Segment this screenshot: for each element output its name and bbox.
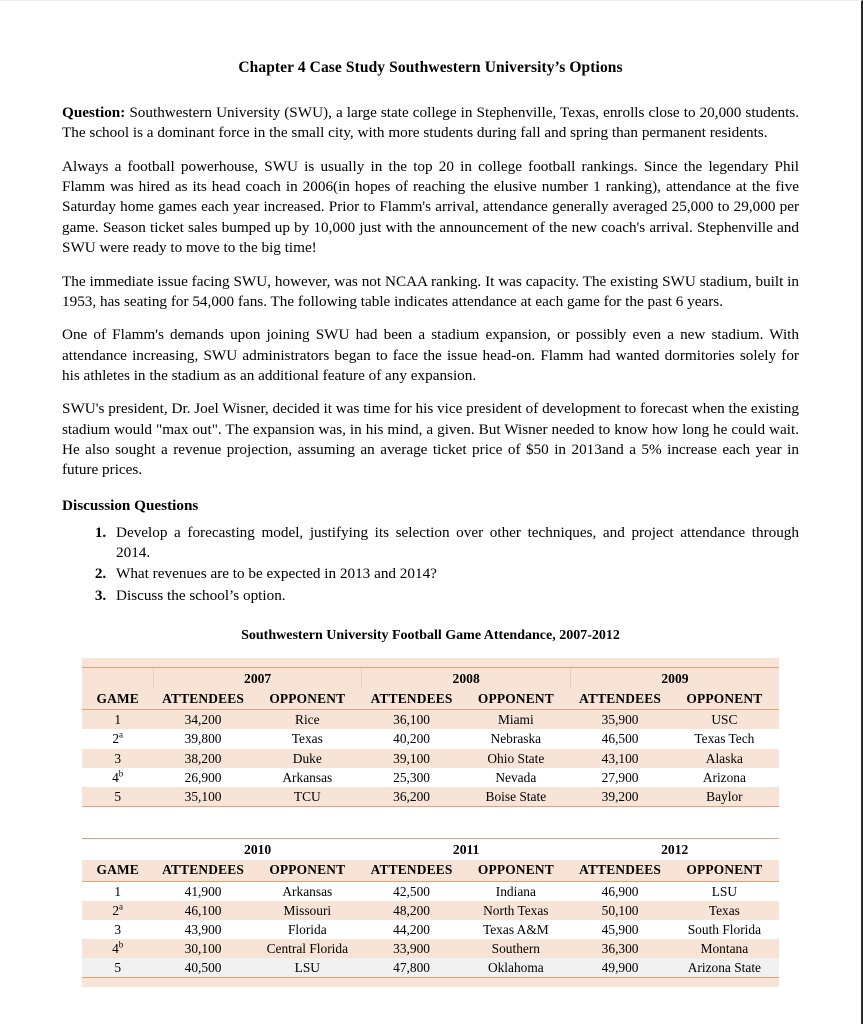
cell-attendees: 33,900 [393,941,430,957]
column-header-opponent: OPPONENT [253,689,362,710]
table-bottom-rule [82,978,779,987]
cell-attendees: 25,300 [393,769,430,785]
list-item: 1. Develop a forecasting model, justifying its selection over other techniques, and project attendance through 2014. [110,523,799,564]
year-header-spacer [82,839,153,861]
table-row [82,710,779,730]
cell-attendees: 27,900 [601,769,639,785]
cell-opponent: North Texas [483,902,549,918]
paragraph-president: SWU's president, Dr. Joel Wisner, decided it was time for his vice president of development to forecast when the existing stadium would "max out". The expansion was, in his mind, a given. But Wisner needed to know how long he could wait. He also sought a revenue projection, assuming an average ticket price of $50 in 2013and a 5% increase each year in future prices. [62,400,799,479]
paragraph-lead: Question: [62,104,126,121]
cell-opponent: Missouri [283,902,332,918]
cell-attendees: 42,500 [393,883,430,899]
cell-opponent: Arkansas [282,769,333,785]
cell-opponent: LSU [711,883,738,899]
cell-attendees: 35,100 [184,788,222,804]
discussion-questions-heading: Discussion Questions [62,496,199,514]
column-header-opponent: OPPONENT [461,860,570,881]
column-header-attendees: ATTENDEES [362,860,461,881]
cell-attendees: 41,900 [184,883,222,899]
year-header: 2007 [153,667,362,689]
cell-game: 3 [114,750,122,766]
cell-opponent: Texas [291,731,323,747]
cell-game: 4$^b$ [112,768,124,785]
cell-attendees: 35,900 [601,712,639,728]
body-paragraphs [62,103,799,481]
list-item: 2. What revenues are to be expected in 2013 and 2014? [110,564,799,584]
column-header-attendees: ATTENDEES [362,689,461,710]
attendance-table-2007-2009 [82,658,779,815]
cell-attendees: 48,200 [393,902,430,918]
paragraph-text: Southwestern University (SWU), a large state college in Stephenville, Texas, enrolls close to 20,000 students. The school is a dominant force in the small city, with more students during fall and spring than permanent residents. [62,104,799,142]
paragraph-question [62,103,799,144]
cell-opponent: Rice [295,712,320,728]
table-year-header-row [82,667,779,689]
cell-opponent: Texas Tech [694,731,755,747]
cell-attendees: 30,100 [184,941,222,957]
cell-opponent: Boise State [485,788,547,804]
cell-opponent: Miami [497,712,534,728]
column-header-attendees: ATTENDEES [153,860,252,881]
table-row [82,920,779,939]
cell-opponent: Oklahoma [487,960,544,976]
cell-attendees: 26,900 [184,769,222,785]
cell-opponent: Alaska [705,750,743,766]
cell-opponent: Baylor [706,788,743,804]
cell-attendees: 40,500 [184,960,222,976]
table-top-rule [82,658,779,667]
cell-opponent: Texas A&M [483,921,549,937]
cell-attendees: 44,200 [393,921,430,937]
cell-attendees: 46,100 [184,902,222,918]
paragraph-powerhouse: Always a football powerhouse, SWU is usually in the top 20 in college football rankings. Since the legendary Phil Flamm was hired as its head coach in 2006(in hopes of reaching the elusive number 1 ranking), attendance at the five Saturday home games each year increased. Prior to Flamm's arrival, attendance generally averaged 25,000 to 29,000 per game. Season ticket sales bumped up by 10,000 just with the announcement of the new coach's arrival. Stephenville and SWU were ready to move to the big time! [62,157,799,257]
column-header-game: GAME [82,689,153,710]
table-year-header-row [82,839,779,861]
list-item: 3. Discuss the school’s option. [110,586,799,606]
cell-attendees: 39,200 [601,788,639,804]
cell-opponent: South Florida [687,921,762,937]
cell-game: 5 [114,788,122,804]
table-row [82,939,779,958]
paragraph-capacity: The immediate issue facing SWU, however, was not NCAA ranking. It was capacity. The existing SWU stadium, built in 1953, has seating for 54,000 fans. The following table indicates attendance at each game for the past 6 years. [62,272,799,310]
table-row [82,958,779,978]
cell-attendees: 47,800 [393,960,430,976]
table-row [82,729,779,748]
cell-opponent: USC [711,712,738,728]
table-column-header-row [82,860,779,881]
year-header: 2008 [362,667,571,689]
table-column-header-row [82,689,779,710]
document-content [0,1,861,987]
cell-attendees: 43,100 [601,750,639,766]
year-header: 2010 [244,842,272,858]
cell-opponent: Arkansas [282,883,333,899]
cell-game: 5 [114,960,122,976]
column-header-opponent: OPPONENT [670,689,779,710]
cell-opponent: Arizona State [687,960,761,976]
cell-opponent: Indiana [495,883,536,899]
year-header: 2009 [570,667,779,689]
cell-game: 3 [114,921,122,937]
cell-attendees: 50,100 [601,902,639,918]
cell-game: 2$^a$ [112,901,124,918]
cell-opponent: Texas [708,902,740,918]
cell-attendees: 45,900 [601,921,639,937]
year-header: 2012 [661,842,689,858]
attendance-table-2010-2012 [82,830,779,987]
cell-game: 4$^b$ [112,939,124,957]
column-header-opponent: OPPONENT [253,860,362,881]
table-spacer [82,816,779,830]
table-bottom-rule [82,807,779,816]
cell-attendees: 39,100 [393,750,430,766]
cell-opponent: Florida [287,921,327,937]
attendance-table-caption: Southwestern University Football Game Attendance, 2007-2012 [241,628,620,644]
cell-game: 1 [114,712,122,728]
cell-attendees: 43,900 [184,921,222,937]
table-row [82,901,779,920]
cell-attendees: 39,800 [184,731,222,747]
table-top-rule [82,830,779,839]
cell-opponent: Central Florida [266,941,349,957]
cell-attendees: 36,200 [393,788,430,804]
cell-attendees: 34,200 [184,712,222,728]
attendance-tables [62,658,799,987]
footnote-marker: b [118,768,124,779]
column-header-opponent: OPPONENT [461,689,570,710]
discussion-questions-list [62,523,799,606]
cell-opponent: Duke [292,750,322,766]
cell-opponent: Montana [700,941,749,957]
column-header-attendees: ATTENDEES [153,689,252,710]
cell-attendees: 36,300 [601,941,639,957]
cell-opponent: Nevada [495,769,537,785]
table-row [82,749,779,768]
cell-opponent: Nebraska [490,731,542,747]
table-row [82,881,779,901]
cell-attendees: 49,900 [601,960,639,976]
paragraph-expansion: One of Flamm's demands upon joining SWU had been a stadium expansion, or possibly even a new stadium. With attendance increasing, SWU administrators began to face the issue head-on. Flamm had wanted dormitories solely for his athletes in the stadium as an additional feature of any expansion. [62,326,799,384]
column-header-attendees: ATTENDEES [570,689,669,710]
page-title: Chapter 4 Case Study Southwestern University’s Options [238,59,623,76]
cell-opponent: Arizona [702,769,746,785]
cell-opponent: LSU [294,960,320,976]
cell-game: 2$^a$ [112,729,124,747]
year-header-spacer [82,667,153,689]
year-header: 2011 [452,842,480,858]
table-row [82,787,779,807]
cell-attendees: 46,900 [601,883,639,899]
table-row [82,768,779,787]
footnote-marker: a [119,729,124,740]
cell-game: 1 [114,883,122,899]
cell-attendees: 46,500 [601,731,639,747]
cell-attendees: 40,200 [393,731,430,747]
column-header-game: GAME [82,860,153,881]
cell-opponent: Ohio State [487,750,545,766]
column-header-attendees: ATTENDEES [570,860,669,881]
footnote-marker: a [119,901,124,912]
cell-opponent: TCU [293,788,321,804]
cell-attendees: 38,200 [184,750,222,766]
cell-opponent: Southern [491,941,540,957]
column-header-opponent: OPPONENT [670,860,779,881]
cell-attendees: 36,100 [393,712,430,728]
footnote-marker: b [118,939,124,950]
